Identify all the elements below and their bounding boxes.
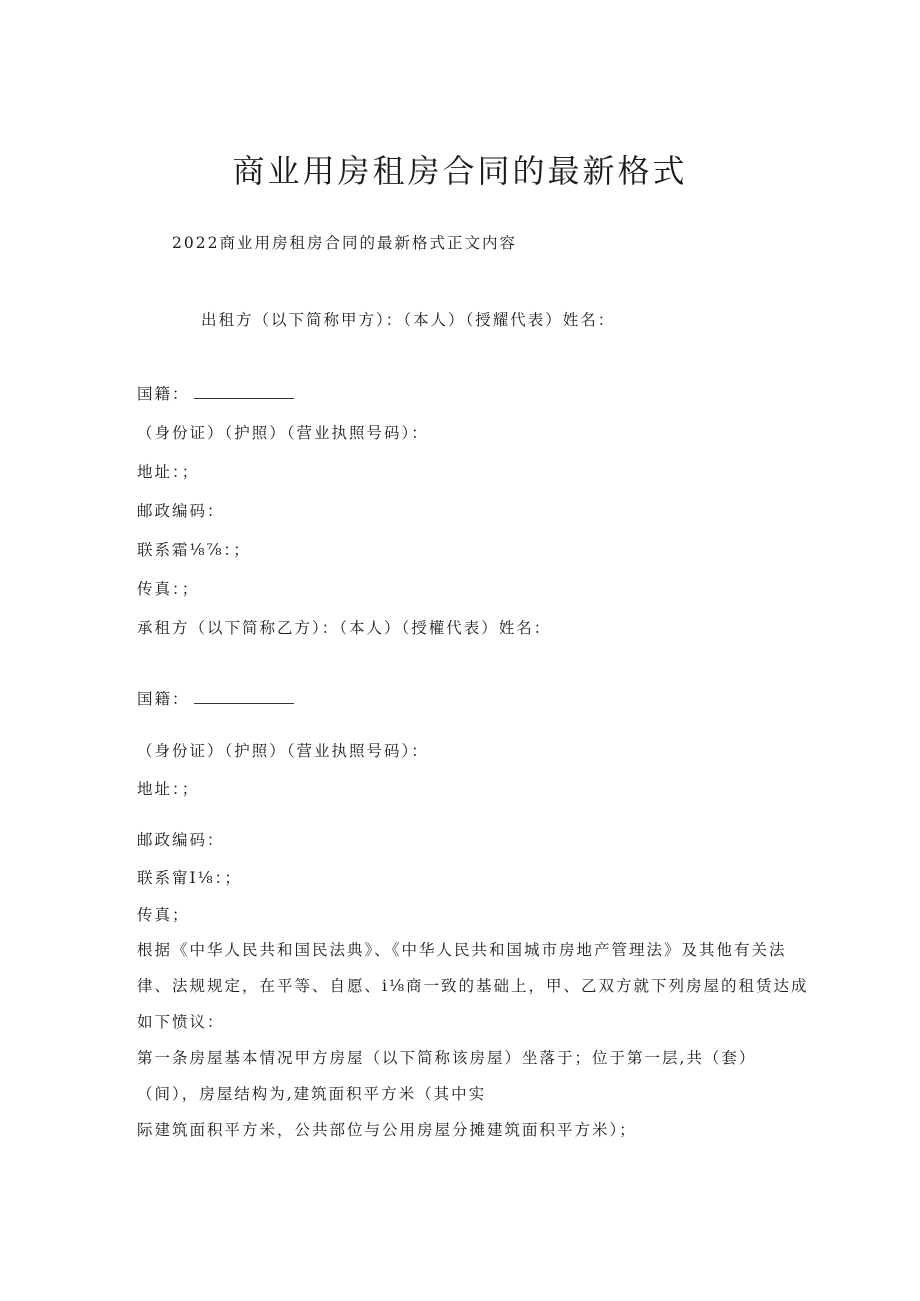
lessor-fax: 传真：； [137, 580, 200, 598]
lessee-heading: 承租方（以下简称乙方）：（本人）（授權代表）姓名： [137, 619, 552, 637]
lessee-id-line: （身份证）（护照）（营业执照号码）： [137, 742, 429, 760]
lessee-fax: 传真； [137, 906, 190, 924]
lessor-heading: 出租方（以下简称甲方）：（本人）（授耀代表）姓名： [201, 311, 616, 329]
lessee-address: 地址：； [137, 780, 200, 798]
basis-line-1: 根据《中华人民共和国民法典》、《中华人民共和国城市房地产管理法》及其他有关法 [137, 941, 787, 959]
document-subtitle: 2022商业用房租房合同的最新格式正文内容 [172, 234, 517, 252]
lessor-nationality [137, 384, 294, 404]
article1-line-1: 第一条房屋基本情况甲方房屋（以下简称该房屋）坐落于；位于第一层,共（套） [137, 1049, 757, 1067]
lessee-phone: 联系甯I⅛：； [137, 869, 242, 887]
basis-line-3: 如下愤议： [137, 1013, 225, 1031]
lessor-address: 地址：； [137, 463, 200, 481]
lessor-id-line: （身份证）（护照）（营业执照号码）： [137, 424, 429, 442]
document-title: 商业用房租房合同的最新格式 [232, 152, 688, 190]
basis-line-2: 律、法规规定，在平等、自愿、i⅛商一致的基础上，甲、乙双方就下列房屋的租赁达成 [137, 977, 809, 995]
lessor-postcode: 邮政编码： [137, 502, 225, 520]
lessee-nationality [137, 689, 294, 709]
lessor-nationality-label: 国籍： [137, 385, 190, 403]
lessee-nationality-label: 国籍： [137, 690, 190, 708]
article1-line-2: （间），房屋结构为,建筑面积平方米（其中实 [137, 1085, 487, 1103]
lessee-postcode: 邮政编码： [137, 831, 225, 849]
lessee-nationality-blank [194, 689, 294, 704]
article1-line-3: 际建筑面积平方米，公共部位与公用房屋分摊建筑面积平方米）； [137, 1121, 637, 1139]
lessor-phone: 联系霜⅛⅞：； [137, 541, 251, 559]
lessor-nationality-blank [194, 384, 294, 399]
